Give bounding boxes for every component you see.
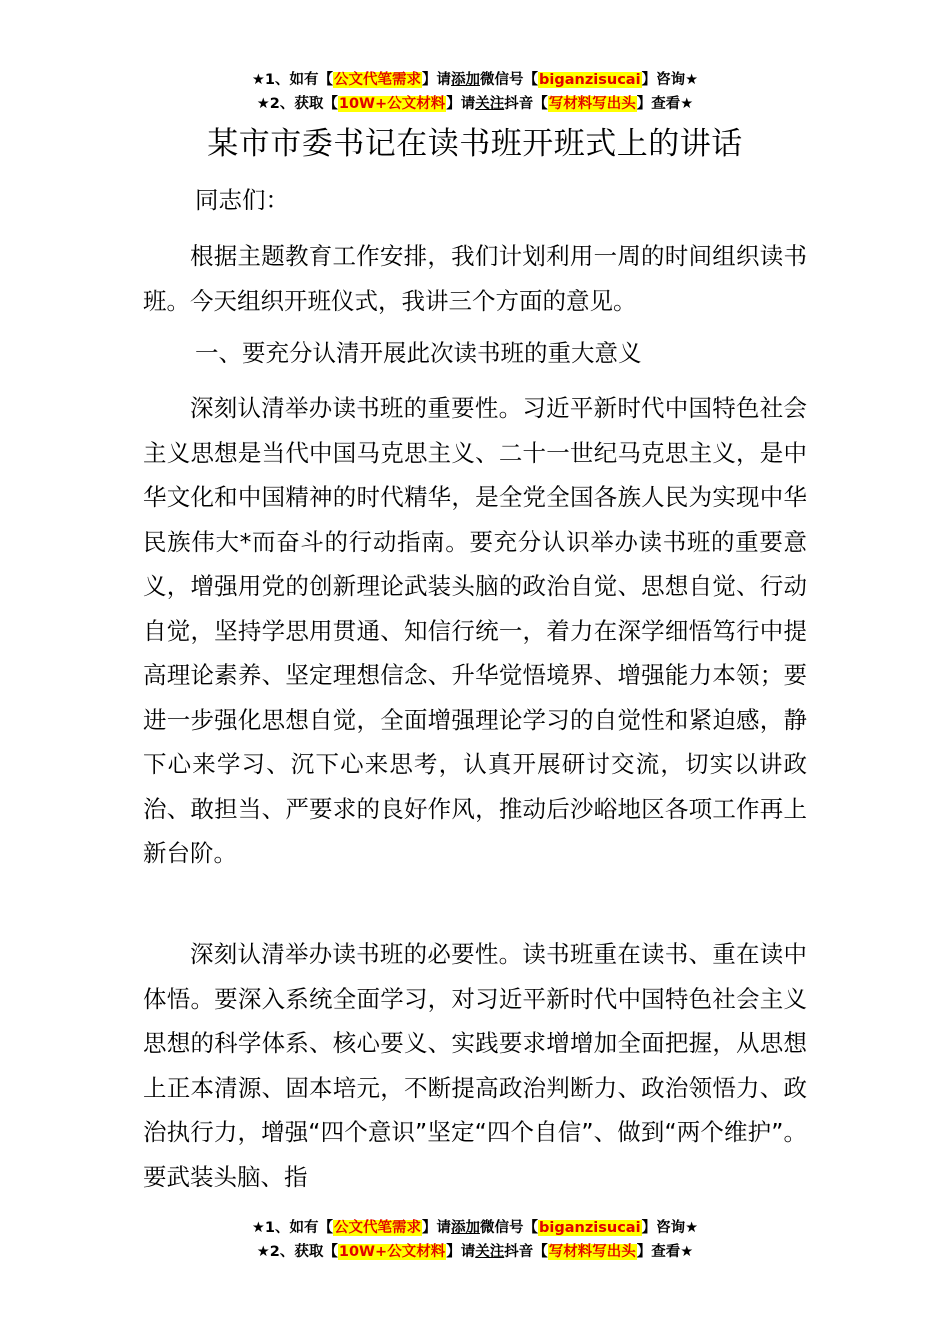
promo-text: 】查看★ [636,1244,694,1260]
promo-text: 微信号【 [480,72,539,88]
promo-text: 】请 [446,96,476,112]
promo-text: ★1、如有【 [251,72,334,88]
paragraph-text: 深刻认清举办读书班的重要性。习近平新时代中国特色社会主义思想是当代中国马克思主义、二十一世纪马克思主义，是中华文化和中国精神的时代精华，是全党全国各族人民为实现中华民族伟大*而奋斗的行动指南。要充分认识举办读书班的重要意义，增强用党的创新理论武装头脑的政治自觉、思想自觉、行动自觉，坚持学思用贯通、知信行统一，着力在深学细悟笃行中提高理论素养、坚定理想信念、升华觉悟境界、增强能力本领；要进一步强化思想自觉，全面增强理论学习的自觉性和紧迫感，静下心来学习、沉下心来思考，认真开展研讨交流，切实以讲政治、敢担当、严要求的良好作风，推动后沙峪地区各项工作再上新台阶。 [143,394,807,867]
promo-line-2 [0,1240,950,1264]
promo-underline: 添加 [451,1220,481,1236]
promo-banner-top [0,68,950,116]
paragraph-2 [143,386,807,876]
promo-text: 】请 [422,1220,452,1236]
promo-text: 抖音【 [504,1244,548,1260]
promo-text: 】咨询★ [641,72,699,88]
promo-text: 】请 [446,1244,476,1260]
promo-text: ★2、获取【 [256,96,338,112]
promo-douyin-id: 写材料写出头 [548,1244,636,1260]
paragraph-text: 深刻认清举办读书班的必要性。读书班重在读书、重在读中体悟。要深入系统全面学习，对习近平新时代中国特色社会主义思想的科学体系、核心要义、实践要求增增加全面把握，从思想上正本清源、固本培元，不断提高政治判断力、政治领悟力、政治执行力，增强“四个意识”坚定“四个自信”、做到“两个维护”。要武装头脑、指 [143,940,807,1191]
promo-banner-bottom [0,1216,950,1264]
promo-highlight: 公文代笔需求 [334,1220,422,1236]
promo-text: ★1、如有【 [251,1220,334,1236]
paragraph-3 [143,932,807,1199]
promo-douyin-id: 写材料写出头 [548,96,636,112]
promo-wechat-id: biganzisucai [539,72,641,88]
promo-highlight: 10W+公文材料 [338,96,446,112]
promo-text: 抖音【 [504,96,548,112]
promo-text: 微信号【 [480,1220,539,1236]
promo-line-1 [0,68,950,92]
promo-wechat-id: biganzisucai [539,1220,641,1236]
paragraph-text: 根据主题教育工作安排，我们计划利用一周的时间组织读书班。今天组织开班仪式，我讲三个方面的意见。 [143,242,807,315]
promo-text: 】查看★ [636,96,694,112]
promo-line-2 [0,92,950,116]
promo-highlight: 10W+公文材料 [338,1244,446,1260]
promo-line-1 [0,1216,950,1240]
greeting: 同志们： [195,186,289,214]
promo-underline: 关注 [475,1244,505,1260]
promo-text: 】咨询★ [641,1220,699,1236]
promo-highlight: 公文代笔需求 [334,72,422,88]
section-heading-1: 一、要充分认清开展此次读书班的重大意义 [195,339,642,367]
promo-text: 】请 [422,72,452,88]
promo-text: ★2、获取【 [256,1244,338,1260]
promo-underline: 添加 [451,72,481,88]
paragraph-1 [143,234,807,323]
document-title: 某市市委书记在读书班开班式上的讲话 [207,126,743,162]
promo-underline: 关注 [475,96,505,112]
